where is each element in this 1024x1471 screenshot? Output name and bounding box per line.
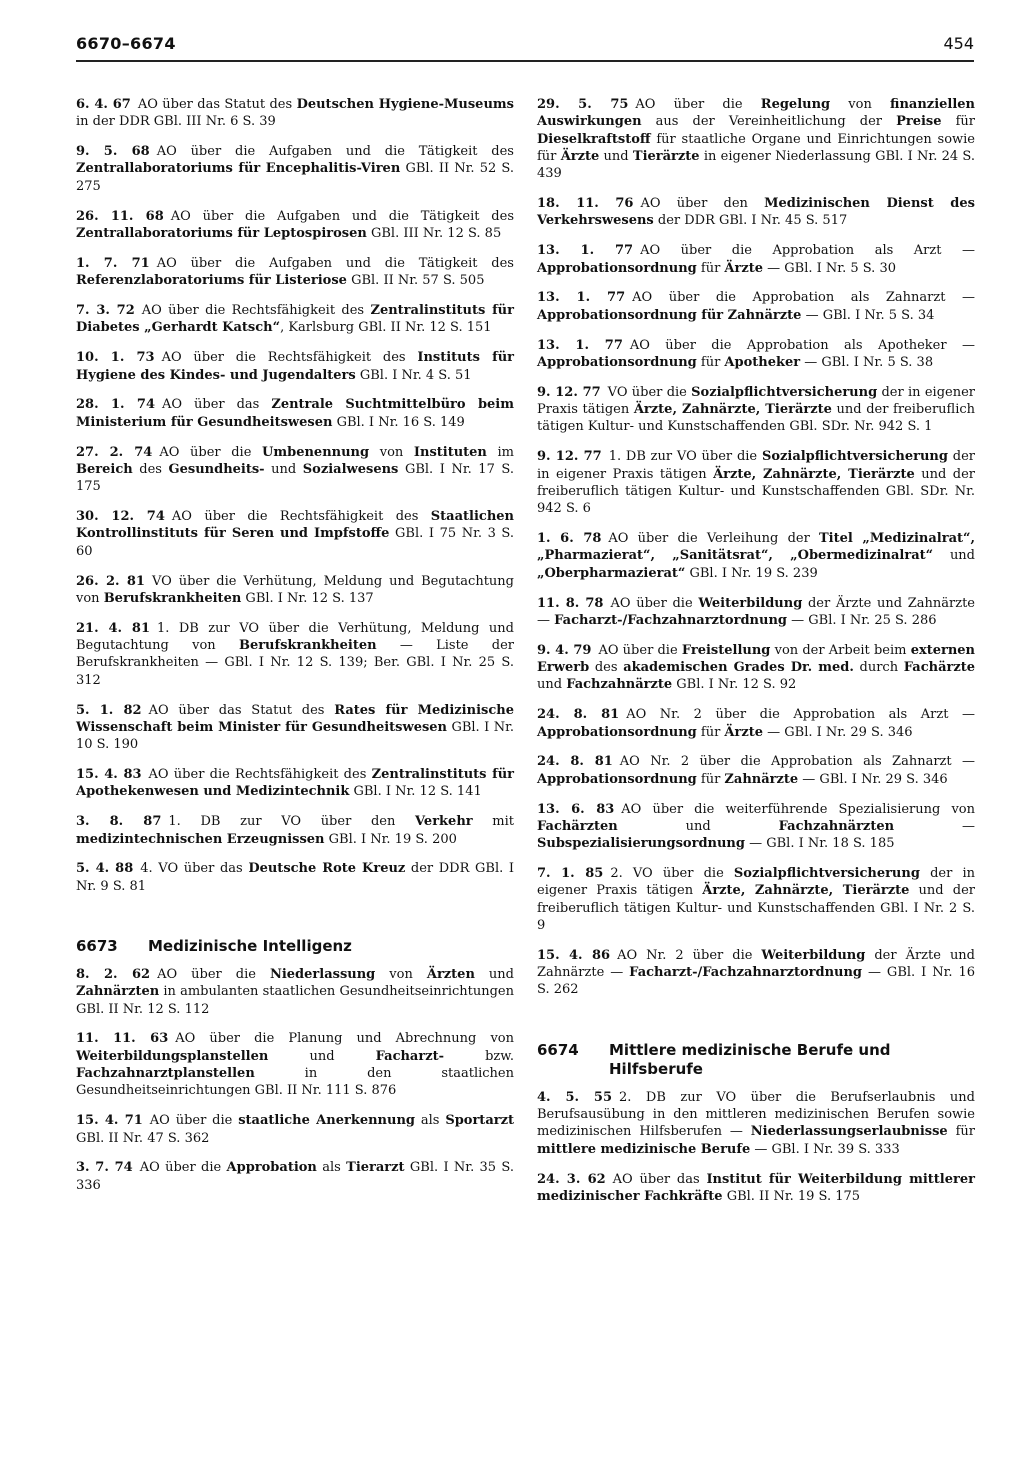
entry-text: — GBl. I Nr. 29 S. 346	[798, 771, 948, 787]
law-entry	[537, 1089, 975, 1158]
entry-date: 1. 7. 71	[76, 255, 150, 271]
entry-text: AO über die Rechtsfähigkeit des	[161, 350, 418, 366]
entry-keyword: Niederlassung	[269, 967, 376, 982]
entry-text: 1. DB zur VO über die Verhütung, Meldung und Begutachtung von	[76, 620, 514, 654]
law-entry	[537, 195, 975, 230]
entry-date: 15. 4. 71	[76, 1113, 143, 1129]
entry-date: 5. 1. 82	[76, 702, 142, 718]
entry-text: GBl. II Nr. 57 S. 505	[346, 273, 485, 289]
entry-text: GBl. II Nr. 47 S. 362	[76, 1130, 210, 1146]
entry-text: 2. VO über die	[610, 866, 734, 882]
entry-text: für	[696, 354, 725, 370]
law-entry	[76, 766, 514, 801]
entry-text: in den staatlichen Gesundheitseinrichtungen GBl. II Nr. 111 S. 876	[76, 1066, 514, 1099]
entry-date: 15. 4. 86	[537, 947, 611, 963]
law-entry	[76, 143, 514, 195]
law-entry	[76, 573, 514, 608]
law-entry	[76, 1112, 514, 1147]
law-entry	[76, 349, 514, 384]
entry-date: 13. 6. 83	[537, 801, 615, 817]
entry-keyword: medizintechnischen Erzeugnissen	[76, 831, 325, 847]
entry-text: — GBl. I Nr. 5 S. 30	[763, 260, 896, 276]
entry-date: 30. 12. 74	[76, 509, 165, 525]
entry-text: AO über das	[162, 397, 272, 413]
entry-keyword: Medizinischen Dienst des Verkehrswesens	[537, 196, 975, 229]
header-range: 6670–6674	[76, 34, 176, 53]
entry-date: 3. 7. 74	[76, 1160, 133, 1176]
entry-text: — GBl. I Nr. 18 S. 185	[744, 836, 895, 852]
entry-date: 4. 5. 55	[537, 1089, 613, 1105]
section-title: Medizinische Intelligenz	[148, 937, 352, 955]
entry-date: 28. 1. 74	[76, 397, 156, 413]
entry-keyword: Instituts für Hygiene des Kindes- und Jugendalters	[76, 350, 514, 383]
entry-date: 26. 2. 81	[76, 573, 145, 589]
entry-text: und der freiberuflich tätigen Kultur- und Kunstschaffenden GBl. SDr. Nr. 942 S. 6	[537, 466, 975, 517]
entry-date: 7. 3. 72	[76, 303, 135, 319]
entry-text: AO über die Rechtsfähigkeit des	[171, 509, 431, 525]
entry-text: AO über die	[139, 1160, 227, 1176]
law-entry	[537, 1171, 975, 1206]
entry-keyword: Deutsche Rote Kreuz	[248, 861, 406, 877]
entry-text: , Karlsburg GBl. II Nr. 12 S. 151	[280, 320, 492, 336]
law-entry	[537, 289, 975, 324]
section-number: 6673	[76, 937, 118, 955]
entry-date: 7. 1. 85	[537, 866, 604, 882]
entry-text: der DDR GBl. I Nr. 9 S. 81	[76, 861, 514, 894]
entry-date: 13. 1. 77	[537, 337, 623, 353]
law-entry	[76, 966, 514, 1018]
entry-keyword: Ärzte, Zahnärzte, Tierärzte	[713, 466, 915, 482]
law-entry	[537, 337, 975, 372]
entry-keyword: Gesundheits-	[168, 461, 265, 477]
entry-text: und	[537, 677, 567, 693]
law-entry	[537, 947, 975, 999]
law-entry	[537, 865, 975, 934]
entry-date: 9. 5. 68	[76, 144, 150, 160]
law-entry	[537, 384, 975, 436]
entry-keyword: Facharzt-	[375, 1048, 444, 1064]
entry-text: GBl. I Nr. 19 S. 239	[685, 565, 818, 581]
entry-text: der in eigener Praxis tätigen	[537, 449, 975, 482]
entry-keyword: Approbationsordnung für Zahnärzte	[537, 307, 802, 323]
entry-text: 1. DB zur VO über die	[608, 449, 762, 465]
entry-text: AO über das Statut des	[148, 702, 335, 718]
entry-text: GBl. I Nr. 16 S. 149	[332, 414, 465, 430]
entry-text: 2. DB zur VO über die Berufserlaubnis und Berufsausübung in den mittleren medizinischen Berufen sowie medizinischen Hilfsberufen —	[537, 1089, 975, 1140]
entry-keyword: Approbationsordnung	[537, 260, 697, 276]
entry-text: VO über die Verhütung, Meldung und Begutachtung von	[76, 573, 514, 606]
left-column	[76, 96, 514, 1207]
entry-text: AO über die	[159, 444, 263, 460]
entry-keyword: Facharzt-/Fachzahnarztordnung	[629, 965, 863, 981]
entry-date: 9. 12. 77	[537, 449, 602, 465]
entry-text: des	[589, 660, 624, 676]
law-entry	[76, 620, 514, 689]
entry-keyword: Ärzte, Zahnärzte, Tierärzte	[702, 883, 910, 899]
law-entry	[76, 302, 514, 337]
entry-keyword: Approbationsordnung	[537, 354, 697, 370]
entry-keyword: Ärzte	[560, 148, 600, 164]
entry-keyword: Preise	[896, 114, 942, 130]
entry-text: durch	[853, 660, 904, 676]
entry-date: 24. 8. 81	[537, 707, 620, 723]
entry-date: 27. 2. 74	[76, 444, 153, 460]
entry-keyword: Niederlassungserlaubnisse	[750, 1124, 948, 1140]
entry-text: als	[316, 1160, 347, 1176]
entry-keyword: finanziellen Auswirkungen	[537, 97, 976, 130]
law-entry	[76, 96, 514, 131]
entry-text: AO über die weiterführende Spezialisierung von	[621, 801, 975, 817]
entry-text: GBl. II Nr. 19 S. 175	[722, 1188, 861, 1204]
entry-keyword: Regelung	[760, 97, 831, 112]
entry-text: AO über die Approbation als Arzt —	[640, 243, 975, 259]
entry-date: 26. 11. 68	[76, 208, 164, 224]
entry-text: AO Nr. 2 über die	[617, 947, 762, 963]
entry-keyword: Berufskrankheiten	[238, 638, 377, 654]
entry-keyword: Freistellung	[681, 642, 771, 658]
entry-keyword: Titel „Medizinalrat“, „Pharmazierat“, „Sanitätsrat“, „Obermedizinalrat“	[537, 531, 975, 564]
entry-keyword: Facharzt-/Fachzahnarztordnung	[554, 612, 787, 628]
entry-text: AO über den	[640, 196, 765, 212]
entry-keyword: Zahnärzte	[724, 771, 799, 787]
entry-text: GBl. I Nr. 4 S. 51	[355, 367, 472, 383]
law-entry	[537, 706, 975, 741]
entry-keyword: Weiterbildung	[761, 947, 866, 963]
entry-date: 8. 2. 62	[76, 967, 151, 982]
entry-keyword: staatliche Anerkennung	[238, 1113, 415, 1129]
entry-keyword: akademischen Grades Dr. med.	[623, 660, 854, 676]
entry-text: AO über die Planung und Abrechnung von	[175, 1031, 514, 1047]
entry-keyword: Referenzlaboratoriums für Listeriose	[76, 273, 347, 289]
entry-date: 24. 8. 81	[537, 754, 613, 770]
law-entry	[537, 642, 975, 694]
entry-text: — GBl. I Nr. 16 S. 262	[537, 965, 975, 998]
section-heading	[537, 1041, 975, 1079]
entry-text: aus der Vereinheitlichung der	[641, 114, 897, 130]
entry-text: und	[268, 1048, 376, 1064]
page-number: 454	[943, 34, 974, 53]
entry-keyword: Berufskrankheiten	[103, 590, 242, 606]
entry-keyword: Zentrallaboratoriums für Encephalitis-Viren	[76, 161, 401, 177]
law-entry	[537, 96, 975, 182]
section-number: 6674	[537, 1040, 579, 1059]
entry-text: —	[894, 818, 975, 834]
entry-text: 4. VO über das	[140, 861, 249, 877]
entry-text: für staatliche Organe und Einrichtungen sowie für	[537, 131, 975, 164]
entry-keyword: Ärzte	[724, 724, 764, 740]
entry-date: 9. 4. 79	[537, 642, 592, 658]
entry-text: für	[941, 114, 976, 130]
entry-text: VO über die	[607, 384, 692, 400]
law-entry	[537, 242, 975, 277]
entry-text: von	[369, 444, 414, 460]
entry-date: 9. 12. 77	[537, 384, 601, 400]
entry-text: und	[264, 461, 303, 477]
entry-text: GBl. III Nr. 12 S. 85	[366, 225, 502, 241]
entry-keyword: Institut für Weiterbildung mittlerer medizinischer Fachkräfte	[537, 1171, 975, 1204]
entry-keyword: Tierärzte	[632, 148, 700, 164]
entry-date: 13. 1. 77	[537, 290, 626, 306]
right-column	[537, 96, 975, 1218]
entry-date: 15. 4. 83	[76, 767, 142, 783]
entry-keyword: Sozialpflichtversicherung	[733, 866, 920, 882]
entry-text: AO über die Rechtsfähigkeit des	[148, 767, 372, 783]
entry-text: für	[696, 260, 725, 276]
entry-text: GBl. II Nr. 52 S. 275	[76, 161, 514, 194]
entry-text: der in eigener Praxis tätigen	[537, 866, 975, 899]
law-entry	[76, 1030, 514, 1099]
section-heading	[76, 937, 514, 956]
entry-date: 13. 1. 77	[537, 243, 634, 259]
entry-text: 1. DB zur VO über den	[168, 814, 416, 830]
entry-text: und der freiberuflich tätigen Kultur- und Kunstschaffenden GBl. I Nr. 2 S. 9	[537, 883, 975, 933]
entry-date: 3. 8. 87	[76, 814, 162, 830]
entry-text: GBl. I 75 Nr. 3 S. 60	[76, 526, 514, 559]
entry-text: AO über die Approbation als Zahnarzt —	[632, 290, 975, 306]
law-entry	[76, 1159, 514, 1194]
section-title: Mittlere medizinische Berufe und Hilfsberufe	[609, 1040, 891, 1078]
entry-text: im	[486, 444, 514, 460]
entry-text: der in eigener Praxis tätigen	[537, 384, 975, 418]
entry-text: bzw.	[444, 1048, 514, 1064]
entry-keyword: Approbationsordnung	[537, 771, 697, 787]
header-rule	[76, 60, 974, 62]
entry-date: 29. 5. 75	[537, 97, 629, 112]
law-entry	[76, 208, 514, 243]
entry-text: GBl. I Nr. 12 S. 141	[349, 784, 482, 800]
entry-keyword: Zentrallaboratoriums für Leptospirosen	[76, 225, 367, 241]
entry-text: AO über die Aufgaben und die Tätigkeit des	[156, 144, 514, 160]
entry-text: GBl. I Nr. 19 S. 200	[324, 831, 457, 847]
entry-text: von der Arbeit beim	[770, 642, 911, 658]
entry-text: AO über die	[598, 642, 682, 658]
entry-text: — GBl. I Nr. 39 S. 333	[750, 1141, 900, 1157]
entry-text: AO über die	[157, 967, 270, 982]
entry-text: von	[375, 967, 427, 982]
entry-text: für	[947, 1124, 975, 1140]
entry-keyword: mittlere medizinische Berufe	[537, 1141, 751, 1157]
entry-keyword: Fachärzte	[903, 660, 976, 676]
entry-keyword: Zentralinstituts für Diabetes „Gerhardt Katsch“	[76, 303, 514, 336]
entry-keyword: Dieselkraftstoff	[537, 131, 651, 147]
entry-text: — GBl. I Nr. 5 S. 34	[801, 307, 935, 323]
law-entry	[537, 801, 975, 853]
entry-keyword: Approbationsordnung	[537, 724, 697, 740]
entry-text: der DDR GBl. I Nr. 45 S. 517	[653, 213, 848, 229]
entry-text: AO Nr. 2 über die Approbation als Arzt —	[626, 707, 975, 723]
entry-keyword: „Oberpharmazierat“	[537, 565, 686, 581]
entry-text: GBl. I Nr. 10 S. 190	[76, 719, 515, 753]
entry-date: 6. 4. 67	[76, 97, 131, 112]
entry-text: GBl. I Nr. 35 S. 336	[76, 1160, 514, 1193]
entry-keyword: Deutschen Hygiene-Museums	[296, 97, 514, 112]
entry-text: GBl. I Nr. 12 S. 137	[241, 590, 374, 606]
entry-date: 5. 4. 88	[76, 861, 134, 877]
entry-text: AO über die Aufgaben und die Tätigkeit des	[156, 255, 514, 271]
entry-text: in ambulanten staatlichen Gesundheitseinrichtungen GBl. II Nr. 12 S. 112	[76, 984, 514, 1017]
entry-text: AO über die Approbation als Apotheker —	[629, 337, 975, 353]
entry-text: AO über das	[612, 1171, 707, 1187]
entry-text: — Liste der Berufskrankheiten — GBl. I Nr. 12 S. 139; Ber. GBl. I Nr. 25 S. 312	[76, 638, 514, 688]
entry-keyword: Staatlichen Kontrollinstituts für Seren und Impfstoffe	[76, 509, 514, 542]
law-entry	[76, 444, 514, 496]
entry-keyword: Ärzte, Zahnärzte, Tierärzte	[633, 402, 832, 418]
entry-text: — GBl. I Nr. 5 S. 38	[800, 354, 934, 370]
entry-keyword: Weiterbildungsplanstellen	[76, 1048, 269, 1064]
entry-text: AO über die	[149, 1113, 239, 1129]
entry-keyword: Zentrale Suchtmittelbüro beim Ministerium für Gesundheitswesen	[76, 397, 514, 430]
entry-text: und der freiberuflich tätigen Kultur- und Kunstschaffenden GBl. SDr. Nr. 942 S. 1	[537, 402, 976, 435]
entry-text: AO über die Rechtsfähigkeit des	[141, 303, 371, 319]
entry-date: 1. 6. 78	[537, 531, 602, 547]
entry-text: und	[617, 818, 779, 834]
entry-keyword: Fachzahnarztplanstellen	[76, 1066, 255, 1082]
entry-text: und	[474, 967, 514, 982]
law-entry	[76, 860, 514, 895]
law-entry	[537, 530, 975, 582]
entry-keyword: Tierarzt	[346, 1160, 405, 1176]
entry-keyword: Weiterbildung	[698, 595, 803, 611]
entry-text: für	[696, 771, 725, 787]
entry-text: in eigener Niederlassung GBl. I Nr. 24 S. 439	[537, 148, 975, 182]
entry-date: 10. 1. 73	[76, 350, 155, 366]
entry-text: mit	[472, 814, 515, 830]
entry-keyword: Ärzten	[426, 967, 475, 982]
entry-keyword: Ärzte	[724, 260, 764, 276]
entry-text: der Ärzte und Zahnärzte —	[537, 595, 975, 628]
entry-text: GBl. I Nr. 12 S. 92	[672, 677, 797, 693]
entry-keyword: Sozialwesens	[302, 461, 399, 477]
entry-text: AO über die	[635, 97, 761, 112]
entry-text: als	[415, 1113, 446, 1129]
entry-keyword: Zahnärzten	[76, 984, 160, 1000]
entry-keyword: Bereich	[76, 461, 133, 477]
entry-keyword: Apotheker	[724, 354, 801, 370]
entry-text: AO über die	[610, 595, 699, 611]
entry-text: AO Nr. 2 über die Approbation als Zahnarzt —	[619, 754, 975, 770]
entry-keyword: Fachzahnärzte	[566, 677, 673, 693]
law-entry	[76, 813, 514, 848]
entry-text: AO über das Statut des	[137, 97, 297, 112]
entry-text: — GBl. I Nr. 25 S. 286	[787, 612, 937, 628]
entry-keyword: Sportarzt	[445, 1113, 514, 1129]
entry-text: — GBl. I Nr. 29 S. 346	[763, 724, 913, 740]
entry-text: und	[599, 148, 633, 164]
law-entry	[76, 396, 514, 431]
entry-keyword: Fachärzten	[537, 818, 618, 834]
entry-keyword: Subspezialisierungsordnung	[537, 836, 745, 852]
entry-text: der Ärzte und Zahnärzte —	[537, 947, 976, 981]
entry-text: des	[132, 461, 169, 477]
entry-text: für	[696, 724, 725, 740]
entry-text: AO über die Verleihung der	[608, 531, 819, 547]
law-entry	[537, 753, 975, 788]
law-entry	[76, 508, 514, 560]
entry-text: in der DDR GBl. III Nr. 6 S. 39	[76, 114, 276, 130]
entry-keyword: Verkehr	[415, 814, 473, 830]
entry-keyword: Instituten	[413, 444, 487, 460]
entry-date: 11. 8. 78	[537, 595, 604, 611]
entry-keyword: externen Erwerb	[537, 642, 976, 676]
entry-date: 11. 11. 63	[76, 1031, 169, 1047]
entry-text: GBl. I Nr. 17 S. 175	[76, 461, 514, 495]
law-entry	[76, 255, 514, 290]
entry-keyword: Zentralinstituts für Apothekenwesen und Medizintechnik	[76, 767, 514, 800]
law-entry	[76, 702, 514, 754]
entry-date: 21. 4. 81	[76, 620, 150, 636]
entry-text: von	[830, 97, 891, 112]
law-entry	[537, 448, 975, 517]
entry-keyword: Approbation	[226, 1160, 317, 1176]
entry-keyword: Sozialpflichtversicherung	[761, 449, 948, 465]
entry-date: 18. 11. 76	[537, 196, 634, 212]
entry-text: und	[933, 548, 976, 564]
entry-keyword: Fachzahnärzten	[778, 818, 895, 834]
entry-keyword: Umbenennung	[262, 444, 370, 460]
entry-date: 24. 3. 62	[537, 1171, 606, 1187]
entry-text: AO über die Aufgaben und die Tätigkeit des	[170, 208, 514, 224]
entry-keyword: Rates für Medizinische Wissenschaft beim Minister für Gesundheitswesen	[76, 702, 514, 735]
law-entry	[537, 595, 975, 630]
entry-keyword: Sozialpflichtversicherung	[691, 384, 878, 400]
